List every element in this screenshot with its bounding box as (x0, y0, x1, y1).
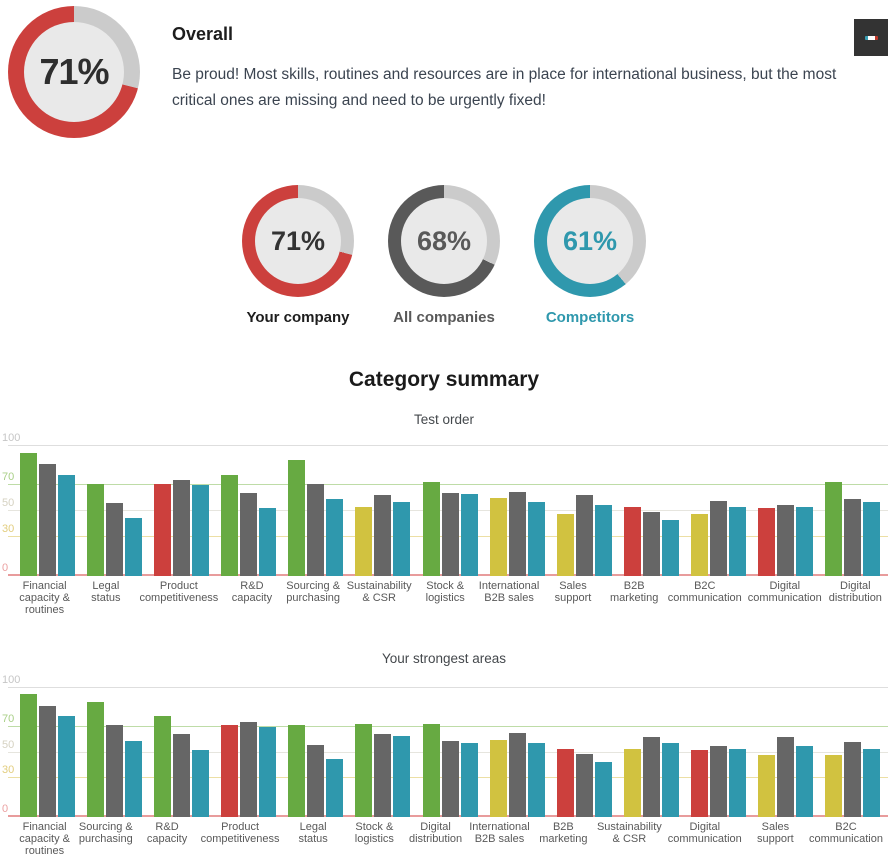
bar-all-companies[interactable] (307, 745, 324, 817)
bar-competitors[interactable] (729, 749, 746, 817)
bar-all-companies[interactable] (576, 495, 593, 576)
overall-gauge-ring (8, 6, 140, 138)
bar-all-companies[interactable] (307, 484, 324, 576)
bar-group (416, 688, 483, 817)
bar-competitors[interactable] (192, 485, 209, 576)
x-category-label: B2C communication (808, 821, 883, 845)
bar-your-company[interactable] (288, 725, 305, 817)
x-category-label: Financial capacity & routines (19, 580, 70, 616)
bar-all-companies[interactable] (844, 499, 861, 576)
bar-group (685, 688, 752, 817)
bar-your-company[interactable] (624, 749, 641, 817)
bar-all-companies[interactable] (576, 754, 593, 817)
bar-your-company[interactable] (624, 507, 641, 576)
y-tick-label: 30 (2, 523, 15, 535)
x-category-label: Legal status (91, 580, 121, 604)
bar-competitors[interactable] (326, 499, 343, 576)
bars-row (14, 446, 886, 576)
bar-your-company[interactable] (288, 460, 305, 576)
bar-all-companies[interactable] (777, 737, 794, 817)
gauge-label: Competitors (545, 309, 635, 326)
gauge-ring (242, 185, 354, 297)
gauge-value: 68% (401, 198, 487, 284)
bar-your-company[interactable] (825, 482, 842, 576)
bar-your-company[interactable] (691, 514, 708, 576)
bar-group (349, 688, 416, 817)
bar-group (81, 688, 148, 817)
x-category-label: Sales support (757, 821, 794, 845)
bar-all-companies[interactable] (173, 734, 190, 817)
gauge-all-companies (388, 185, 500, 326)
bar-competitors[interactable] (259, 727, 276, 817)
y-tick-label: 0 (2, 562, 9, 574)
bar-your-company[interactable] (691, 750, 708, 817)
y-tick-label: 70 (2, 471, 15, 483)
x-category-label: International B2B sales (478, 580, 540, 604)
bar-group (81, 446, 148, 576)
bar-group (282, 446, 349, 576)
gauge-ring (534, 185, 646, 297)
chart-2-category-axis (14, 821, 886, 857)
bar-all-companies[interactable] (442, 741, 459, 817)
x-category-label: Sustainability & CSR (596, 821, 662, 845)
bar-your-company[interactable] (758, 755, 775, 817)
y-tick-label: 50 (2, 738, 15, 751)
bars-row (14, 688, 886, 817)
bar-all-companies[interactable] (643, 512, 660, 576)
bar-competitors[interactable] (528, 502, 545, 576)
bar-group (685, 446, 752, 576)
bar-competitors[interactable] (863, 502, 880, 576)
x-category-label: Sourcing & purchasing (78, 821, 133, 845)
x-category-label: Sourcing & purchasing (286, 580, 341, 604)
bar-your-company[interactable] (20, 453, 37, 577)
bar-group (551, 688, 618, 817)
bar-your-company[interactable] (221, 475, 238, 576)
x-category-label: Stock & logistics (425, 580, 465, 604)
x-category-label: Legal status (298, 821, 328, 845)
y-tick-label: 50 (2, 497, 15, 509)
bar-competitors[interactable] (125, 518, 142, 577)
overall-description: Be proud! Most skills, routines and resources are in place for international business, but the most critical ones are missing and need to be urgently fixed! (172, 66, 837, 109)
y-tick-label: 100 (2, 432, 21, 444)
chart-1-category-axis (14, 580, 886, 616)
bar-all-companies[interactable] (844, 742, 861, 817)
bar-your-company[interactable] (557, 749, 574, 817)
bar-competitors[interactable] (595, 505, 612, 577)
chart-1-plot (0, 432, 888, 576)
bar-competitors[interactable] (528, 743, 545, 817)
bar-group (752, 688, 819, 817)
bar-all-companies[interactable] (710, 501, 727, 576)
bar-all-companies[interactable] (240, 493, 257, 576)
gauge-value: 71% (255, 198, 341, 284)
y-tick-label: 70 (2, 712, 15, 725)
bar-your-company[interactable] (355, 507, 372, 576)
gauge-value: 61% (547, 198, 633, 284)
bar-group (484, 446, 551, 576)
chart-2-plot (0, 674, 888, 817)
bar-your-company[interactable] (758, 508, 775, 576)
bar-your-company[interactable] (490, 740, 507, 817)
gauge-ring (388, 185, 500, 297)
x-category-label: Sales support (554, 580, 592, 604)
bar-group (14, 688, 81, 817)
bar-competitors[interactable] (192, 750, 209, 817)
bar-all-companies[interactable] (374, 495, 391, 576)
bar-competitors[interactable] (326, 759, 343, 817)
bar-your-company[interactable] (20, 694, 37, 817)
bar-competitors[interactable] (259, 508, 276, 576)
bar-competitors[interactable] (461, 743, 478, 817)
bar-competitors[interactable] (461, 494, 478, 576)
bar-all-companies[interactable] (777, 505, 794, 577)
bar-competitors[interactable] (393, 736, 410, 817)
bar-group (148, 446, 215, 576)
bar-your-company[interactable] (825, 755, 842, 817)
gauge-label: All companies (393, 309, 495, 326)
x-category-label: Digital communication (747, 580, 822, 604)
x-category-label: B2B marketing (539, 821, 588, 845)
bar-all-companies[interactable] (106, 503, 123, 576)
bar-your-company[interactable] (221, 725, 238, 817)
gauge-competitors (534, 185, 646, 326)
bar-group (752, 446, 819, 576)
x-category-label: International B2B sales (469, 821, 530, 845)
y-tick-label: 30 (2, 764, 15, 777)
bar-group (819, 688, 886, 817)
y-tick-label: 0 (2, 803, 9, 815)
bar-your-company[interactable] (355, 724, 372, 817)
bar-your-company[interactable] (557, 514, 574, 576)
collapse-button[interactable] (854, 19, 888, 56)
bar-your-company[interactable] (87, 702, 104, 817)
bar-competitors[interactable] (125, 741, 142, 817)
bar-group (215, 688, 282, 817)
bar-your-company[interactable] (154, 484, 171, 576)
bar-competitors[interactable] (58, 475, 75, 576)
x-category-label: B2B marketing (610, 580, 659, 604)
overall-gauge (8, 6, 140, 138)
bar-all-companies[interactable] (509, 492, 526, 577)
bar-group (484, 688, 551, 817)
bar-your-company[interactable] (87, 484, 104, 576)
bar-all-companies[interactable] (442, 493, 459, 576)
bar-competitors[interactable] (796, 746, 813, 817)
bar-group (148, 688, 215, 817)
bar-group (215, 446, 282, 576)
bar-group (618, 688, 685, 817)
bar-your-company[interactable] (490, 498, 507, 576)
bar-all-companies[interactable] (106, 725, 123, 817)
minus-icon (865, 36, 878, 40)
bar-your-company[interactable] (423, 724, 440, 817)
bar-group (416, 446, 483, 576)
bar-group (618, 446, 685, 576)
bar-competitors[interactable] (662, 520, 679, 576)
gauge-your-company (242, 185, 354, 326)
x-category-label: Digital distribution (828, 580, 882, 604)
bar-all-companies[interactable] (173, 480, 190, 576)
x-category-label: B2C communication (667, 580, 742, 604)
bar-competitors[interactable] (729, 507, 746, 576)
bar-all-companies[interactable] (39, 706, 56, 817)
x-category-label: R&D capacity (231, 580, 273, 604)
y-tick-label: 100 (2, 674, 21, 686)
bar-your-company[interactable] (154, 716, 171, 817)
bar-competitors[interactable] (595, 762, 612, 817)
bar-competitors[interactable] (662, 743, 679, 817)
bar-all-companies[interactable] (509, 733, 526, 817)
x-category-label: Digital communication (667, 821, 742, 845)
x-category-label: Product competitiveness (200, 821, 280, 845)
gauge-label: Your company (246, 309, 350, 326)
bar-group (14, 446, 81, 576)
page-title: Overall (172, 24, 234, 44)
x-category-label: Digital distribution (408, 821, 463, 845)
bar-all-companies[interactable] (39, 464, 56, 576)
bar-competitors[interactable] (393, 502, 410, 576)
section-title: Category summary (348, 368, 540, 391)
chart-2-title: Your strongest areas (381, 651, 507, 666)
bar-group (349, 446, 416, 576)
bar-your-company[interactable] (423, 482, 440, 576)
bar-all-companies[interactable] (240, 722, 257, 817)
chart-1-title: Test order (413, 412, 475, 427)
bar-competitors[interactable] (796, 507, 813, 576)
x-category-label: Sustainability & CSR (346, 580, 412, 604)
x-category-label: Product competitiveness (139, 580, 219, 604)
gauge-row (0, 185, 888, 326)
x-category-label: Stock & logistics (354, 821, 394, 845)
bar-group (282, 688, 349, 817)
bar-all-companies[interactable] (710, 746, 727, 817)
x-category-label: R&D capacity (146, 821, 188, 845)
bar-group (551, 446, 618, 576)
bar-competitors[interactable] (58, 716, 75, 817)
bar-all-companies[interactable] (643, 737, 660, 817)
x-category-label: Financial capacity & routines (19, 821, 70, 857)
bar-competitors[interactable] (863, 749, 880, 817)
overall-gauge-value: 71% (24, 22, 124, 122)
bar-all-companies[interactable] (374, 734, 391, 817)
bar-group (819, 446, 886, 576)
